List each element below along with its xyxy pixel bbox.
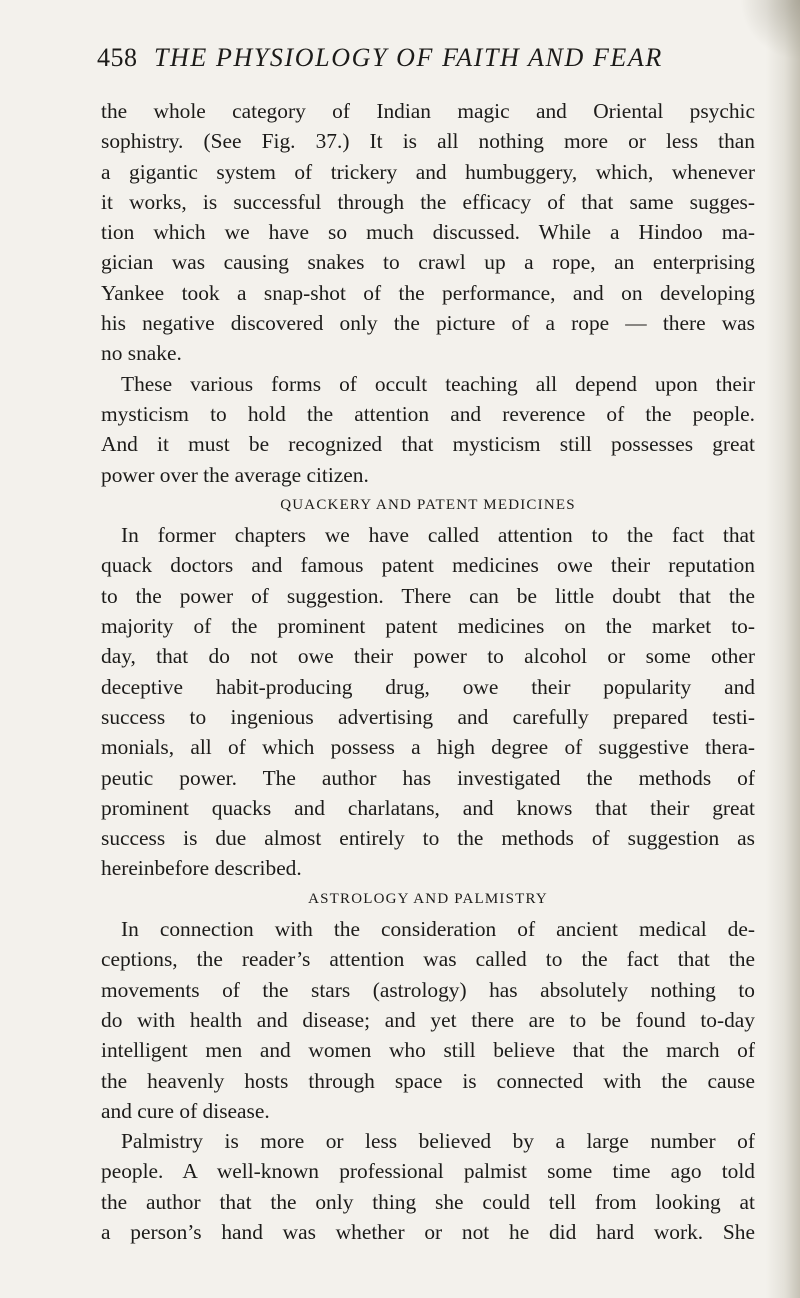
text-line: monials, all of which possess a high degree of suggestive thera- [101,735,755,760]
text-line: movements of the stars (astrology) has absolutely nothing to [101,977,755,1002]
text-line: the whole category of Indian magic and Oriental psychic [101,99,755,123]
text-line: quack doctors and famous patent medicines owe their reputation [101,553,755,578]
section-heading-astrology: ASTROLOGY AND PALMISTRY [308,890,548,907]
text-line: gician was causing snakes to crawl up a rope, an enterprising [101,250,755,275]
text-line: These various forms of occult teaching all depend upon their [121,371,755,396]
running-head [97,38,757,78]
text-line: do with health and disease; and yet there are to be found to-day [101,1007,755,1032]
text-line: Yankee took a snap-shot of the performance, and on developing [101,280,755,305]
text-line: sophistry. (See Fig. 37.) It is all nothing more or less than [101,129,755,154]
text-line: peutic power. The author has investigated the methods of [101,765,755,790]
text-line: ceptions, the reader’s attention was called to the fact that the [101,947,755,972]
text-line: the heavenly hosts through space is connected with the cause [101,1068,755,1093]
text-line: intelligent men and women who still believe that the march of [101,1038,755,1063]
text-line: and cure of disease. [101,1098,270,1123]
text-line: power over the average citizen. [101,462,369,487]
text-line: In former chapters we have called attention to the fact that [121,523,755,548]
text-line: deceptive habit-producing drug, owe their popularity and [101,674,755,699]
text-line: mysticism to hold the attention and reverence of the people. [101,401,755,426]
text-line: success to ingenious advertising and carefully prepared testi- [101,704,755,729]
text-line: no snake. [101,341,182,366]
text-line: it works, is successful through the efficacy of that same sugges- [101,189,755,214]
text-line: In connection with the consideration of ancient medical de- [121,917,755,942]
text-line: prominent quacks and charlatans, and knows that their great [101,795,755,820]
text-line: success is due almost entirely to the methods of suggestion as [101,826,755,851]
text-line: Palmistry is more or less believed by a large number of [121,1129,755,1154]
page-body [101,96,755,1247]
text-line: a person’s hand was whether or not he did hard work. She [101,1219,755,1244]
page-number: 458 [97,43,138,72]
text-line: day, that do not owe their power to alcohol or some other [101,644,755,669]
text-line: majority of the prominent patent medicines on the market to- [101,614,755,639]
text-line: hereinbefore described. [101,856,302,881]
page-edge-shadow [766,0,800,1298]
text-line: people. A well-known professional palmist some time ago told [101,1159,755,1184]
text-line: a gigantic system of trickery and humbuggery, which, whenever [101,159,755,184]
text-line: And it must be recognized that mysticism still possesses great [101,432,755,457]
running-title: THE PHYSIOLOGY OF FAITH AND FEAR [154,43,663,72]
text-line: his negative discovered only the picture of a rope — there was [101,311,755,336]
text-line: the author that the only thing she could tell from looking at [101,1189,755,1214]
text-line: tion which we have so much discussed. While a Hindoo ma- [101,220,755,245]
section-heading-quackery: QUACKERY AND PATENT MEDICINES [280,496,576,513]
text-line: to the power of suggestion. There can be little doubt that the [101,583,755,608]
